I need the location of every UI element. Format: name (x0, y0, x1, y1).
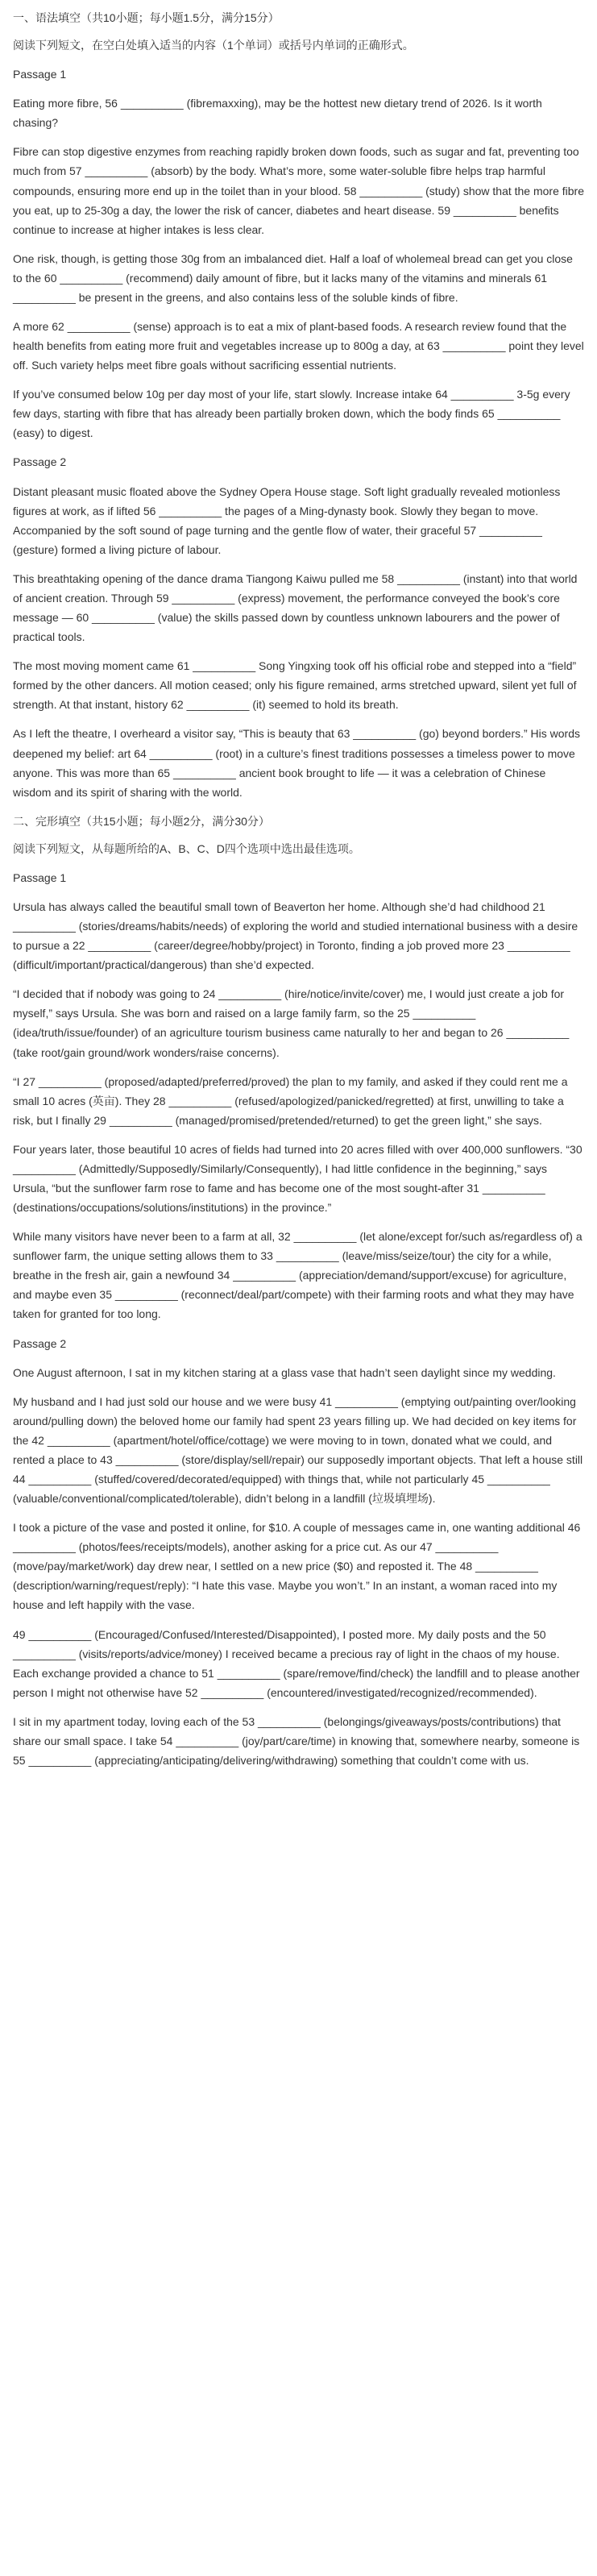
paragraph: Distant pleasant music floated above the Sydney Opera House stage. Soft light gradually revealed motionless figures at work, as if lifted 56 __________ the pages of a Ming-dynasty book. Slowly they began to move. Accompanied by the soft sound of page turning and the gentle flow of water, their graceful 57 __________ (gesture) formed a living picture of labour. (13, 484, 561, 556)
paragraph: If you’ve consumed below 10g per day most of your life, start slowly. Increase intake 64 __________ 3-5g every few days, starting with fibre that has already been partially broken down, which the body finds 65 __________ (easy) to digest. (13, 388, 570, 440)
paragraph: My husband and I had just sold our house and we were busy 41 __________ (emptying out/painting over/looking around/pulling down) the beloved home our family had spent 23 years filling up. We had decided on key items for the 42 __________ (apartment/hotel/office/cottage) we were moving to in town, donated what we could, and rented a place to 43 __________ (store/display/sell/repair) our supposedly important objects. That left a house still 44 __________ (stuffed/covered/decorated/equipped) with things that, while not particularly 45 __________ (valuable/conventional/complicated/tolerable), didn’t belong in a landfill (垃圾填埋场). (13, 1394, 583, 1506)
section-title: 一、语法填空（共10小题；每小题1.5分，满分15分） (13, 11, 280, 24)
paragraph: Four years later, those beautiful 10 acres of fields had turned into 20 acres filled with over 400,000 sunflowers. “30 __________ (Admittedly/Supposedly/Similarly/Consequently), I had little confidence in the beginning,” says Ursula, “but the sunflower farm rose to fame and has become one of the most sought-after 31 __________ (destinations/occupations/solutions/institutions) in the province.” (13, 1142, 582, 1215)
passage-label: Passage 1 (13, 68, 67, 81)
section-instruction: 阅读下列短文，在空白处填入适当的内容（1个单词）或括号内单词的正确形式。 (13, 39, 414, 52)
section-instruction: 阅读下列短文，从每题所给的A、B、C、D四个选项中选出最佳选项。 (13, 841, 360, 855)
paragraph: This breathtaking opening of the dance drama Tiangong Kaiwu pulled me 58 __________ (instant) into that world of ancient creation. Through 59 __________ (express) movement, the performance conveyed the book’s core message — 60 __________ (value) the skills passed down by countless unknown labourers and the power of practical tools. (13, 571, 578, 644)
paragraph: One risk, though, is getting those 30g from an imbalanced diet. Half a loaf of wholemeal bread can get you close to the 60 __________ (recommend) daily amount of fibre, but it lacks many of the vitamins and minerals 61 __________ be present in the greens, and also contains less of the soluble kinds of fibre. (13, 251, 573, 304)
paragraph: 49 __________ (Encouraged/Confused/Interested/Disappointed), I posted more. My daily posts and the 50 __________ (visits/reports/advice/money) I received became a precious ray of light in the chaos of my house. Each exchange provided a chance to 51 __________ (spare/remove/find/check) the landfill and to please another person I might not otherwise have 52 __________ (encountered/investigated/recognized/recommended). (13, 1627, 580, 1699)
paragraph: I took a picture of the vase and posted it online, for $10. A couple of messages came in, one wanting additional 46 __________ (photos/fees/receipts/models), another asking for a price cut. As our 47 __________ (move/pay/market/work) day drew near, I settled on a new price ($0) and reposted it. The 48 __________ (description/warning/request/reply): “I hate this vase. Maybe you won’t.” In an instant, a woman raced into my house and left happily with the vase. (13, 1521, 581, 1612)
paragraph: Eating more fibre, 56 __________ (fibremaxxing), may be the hottest new dietary trend of 2026. Is it worth chasing? (13, 97, 542, 130)
paragraph: I sit in my apartment today, loving each of the 53 __________ (belongings/giveaways/posts/contributions) that share our small space. I take 54 __________ (joy/part/care/time) in knowing that, somewhere nearby, someone is 55 __________ (appreciating/anticipating/delivering/withdrawing) something that couldn’t come with us. (13, 1714, 580, 1768)
passage-1 (13, 64, 584, 442)
paragraph: “I 27 __________ (proposed/adapted/preferred/proved) the plan to my family, and asked if they could rent me a small 10 acres (英亩). They 28 __________ (refused/apologized/panicked/regretted) at first, unwilling to take a risk, but I finally 29 __________ (managed/promised/pretended/returned) to get the green light,” she says. (13, 1074, 568, 1127)
paragraph: Ursula has always called the beautiful small town of Beaverton her home. Although she’d had childhood 21 __________ (stories/dreams/habits/needs) of exploring the world and studied international business with a desire to pursue a 22 __________ (career/degree/hobby/project) in Toronto, finding a job proved more 23 __________ (difficult/important/practical/dangerous) than she’d expected. (13, 900, 578, 972)
passage-label: Passage 1 (13, 870, 67, 884)
paragraph: As I left the theatre, I overheard a visitor say, “This is beauty that 63 __________ (go) beyond borders.” His words deepened my belief: art 64 __________ (root) in a culture’s finest traditions possesses a timeless power to move anyone. This was more than 65 __________ ancient book brought to life — it was a celebration of Chinese wisdom and its spirit of sharing with the world. (13, 727, 580, 799)
passage-label: Passage 2 (13, 455, 67, 469)
section-cloze (13, 812, 584, 1770)
section-title: 二、完形填空（共15小题；每小题2分，满分30分） (13, 814, 270, 828)
paragraph: A more 62 __________ (sense) approach is to eat a mix of plant-based foods. A research review found that the health benefits from eating more fruit and vegetables increase up to 800g a day, at 63 __________ point they level off. Such variety helps meet fibre goals without sacrificing essential nutrients. (13, 320, 584, 372)
passage-1 (13, 868, 584, 1324)
passage-2 (13, 1334, 584, 1771)
paragraph: One August afternoon, I sat in my kitchen staring at a glass vase that hadn’t seen daylight since my wedding. (13, 1365, 556, 1379)
paragraph: Fibre can stop digestive enzymes from reaching rapidly broken down foods, such as sugar and fat, preventing too much from 57 __________ (absorb) by the body. What’s more, some water-soluble fibre helps trap harmful compounds, ensuring more end up in the toilet than in your blood. 58 __________ (study) show that the more fibre you eat, up to 25-30g a day, the lower the risk of cancer, diabetes and heart disease. 59 __________ benefits continue to increase at higher intakes is less clear. (13, 145, 585, 236)
paragraph: The most moving moment came 61 __________ Song Yingxing took off his official robe and stepped into a “field” formed by the other dancers. All motion ceased; only his figure remained, arms stretched upward, silent yet full of strength. At that instant, history 62 __________ (it) seemed to hold its breath. (13, 659, 577, 712)
paragraph: “I decided that if nobody was going to 24 __________ (hire/notice/invite/cover) me, I would just create a job for myself,” says Ursula. She was born and raised on a large family farm, so the 25 __________ (idea/truth/issue/founder) of an agriculture tourism business came naturally to her and began to 26 __________ (take root/gain ground/work wonders/raise concerns). (13, 987, 570, 1059)
passage-2 (13, 452, 584, 801)
section-grammar-fill (13, 8, 584, 802)
paragraph: While many visitors have never been to a farm at all, 32 __________ (let alone/except for/such as/regardless of) a sunflower farm, the unique setting allows them to 33 __________ (leave/miss/seize/tour) the city for a while, breathe in the fresh air, gain a newfound 34 __________ (appreciation/demand/support/excuse) for agriculture, and maybe even 35 __________ (reconnect/deal/part/compete) with their farming roots and what they may have taken for granted for too long. (13, 1230, 582, 1321)
passage-label: Passage 2 (13, 1336, 67, 1350)
